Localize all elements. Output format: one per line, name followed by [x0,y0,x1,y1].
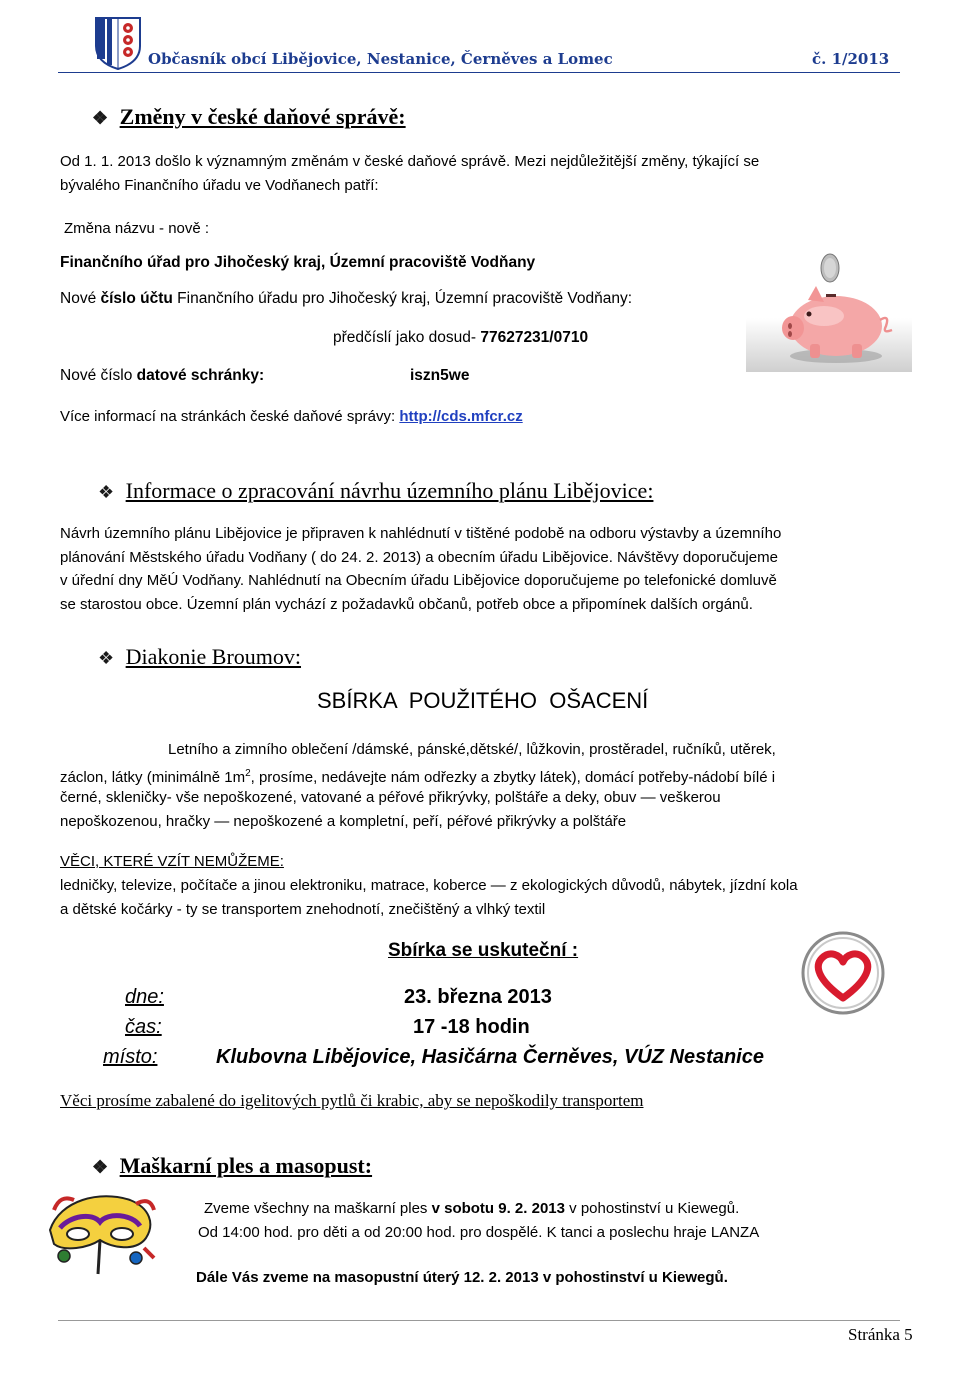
items-line-1: Letního a zimního oblečení /dámské, pánské,dětské/, lůžkovin, prostěradel, ručníků, utěrek, [168,741,776,758]
items-line-2: záclon, látky (minimálně $1m^2$, prosíme, nedávejte nám odřezky a zbytky látek), domácí potřeby-nádobí bílé i [60,768,776,786]
plan-line: se starostou obce. Územní plán vychází z požadavků občanů, potřeb obce a připomínek dalších orgánů. [60,595,753,613]
not-accepted-line-2: a dětské kočárky - ty se transportem znehodnotí, znečištěný a vlhký textil [60,901,546,918]
time-value: 17 -18 hodin [413,1016,530,1038]
items-line-3: černé, skleničky- vše nepoškozené, vatované a péřové přikrývky, polštáře a deky, obuv — veškerou [60,789,721,806]
piggy-bank-icon [746,248,912,372]
plan-line: v úřední dny MěÚ Vodňany. Nahlédnutí na Obecním úřadu Libějovice doporučujeme po telefonické domluvě [60,572,777,589]
account-line: Nové číslo účtu Finančního úřadu pro Jihočeský kraj, Územní pracoviště Vodňany: [60,290,633,307]
date-label: dne: [125,986,164,1008]
ball-line-1: Zveme všechny na maškarní ples v sobotu 9. 2. 2013 v pohostinství u Kiewegů. [204,1200,740,1217]
packaging-note: Věci prosíme zabalené do igelitových pytlů či krabic, aby se nepoškodily transportem [60,1091,644,1110]
section-heading-plan: ❖ Informace o zpracování návrhu územního plánu Libějovice: [98,478,654,503]
diamond-bullet-icon: ❖ [98,482,115,502]
place-label: místo: [103,1046,158,1068]
more-info: Více informací na stránkách české daňové správy: http://cds.mfcr.cz [60,408,523,425]
carnival-mask-icon [40,1190,160,1282]
plan-line: plánování Městského úřadu Vodňany ( do 24. 2. 2013) a obecním úřadu Libějovice. Návštěvy doporučujeme [60,548,778,566]
cds-link[interactable]: http://cds.mfcr.cz [399,408,523,425]
databox-label: Nové číslo datové schránky: [60,367,265,384]
tax-intro-line-2: bývalého Finančního úřadu ve Vodňanech patří: [60,177,379,194]
plan-line: Návrh územního plánu Libějovice je připraven k nahlédnutí v tištěné podobě na odboru výstavby a územního [60,525,782,542]
plan-paragraph [60,522,930,616]
date-value: 23. března 2013 [404,986,552,1008]
newsletter-title: Občasník obcí Libějovice, Nestanice, Černěves a Lomec [148,50,613,68]
coat-of-arms-icon [94,16,142,70]
not-accepted-line-1: ledničky, televize, počítače a jinou elektroniku, matrace, koberce — z ekologických důvodů, nábytek, jízdní kola [60,877,798,894]
diamond-bullet-icon: ❖ [98,648,115,668]
event-heading: Sbírka se uskuteční : [388,940,579,961]
ball-line-3: Dále Vás zveme na masopustní úterý 12. 2. 2013 v pohostinství u Kiewegů. [196,1269,728,1286]
section-heading-tax: ❖ Změny v české daňové správě: [92,104,406,129]
account-number: předčíslí jako dosud- 77627231/0710 [333,329,589,346]
place-value: Klubovna Libějovice, Hasičárna Černěves, VÚZ Nestanice [216,1046,764,1068]
heart-logo-icon [796,928,890,1018]
footer-divider [58,1320,900,1321]
office-name: Finančního úřad pro Jihočeský kraj, Územní pracoviště Vodňany [60,254,536,271]
issue-number: č. 1/2013 [812,50,890,68]
collection-title: SBÍRKA POUŽITÉHO OŠACENÍ [317,688,649,713]
diamond-bullet-icon: ❖ [92,108,109,128]
time-label: čas: [125,1016,162,1038]
header-divider [58,72,900,73]
tax-intro-line-1: Od 1. 1. 2013 došlo k významným změnám v české daňové správě. Mezi nejdůležitější změny, týkající se [60,153,760,170]
section-heading-ball: ❖ Maškarní ples a masopust: [92,1153,373,1178]
ball-line-2: Od 14:00 hod. pro děti a od 20:00 hod. pro dospělé. K tanci a poslechu hraje LANZA [198,1224,760,1241]
items-line-4: nepoškozenou, hračky — nepoškozené a kompletní, peří, péřové přikrývky a polštáře [60,813,627,830]
not-accepted-heading: VĚCI, KTERÉ VZÍT NEMŮŽEME: [60,853,284,870]
databox-value: iszn5we [410,367,470,384]
page-number: Stránka 5 [848,1325,913,1344]
diamond-bullet-icon: ❖ [92,1157,109,1177]
section-heading-diakonie: ❖ Diakonie Broumov: [98,644,302,669]
rename-label: Změna názvu - nově : [64,220,210,237]
